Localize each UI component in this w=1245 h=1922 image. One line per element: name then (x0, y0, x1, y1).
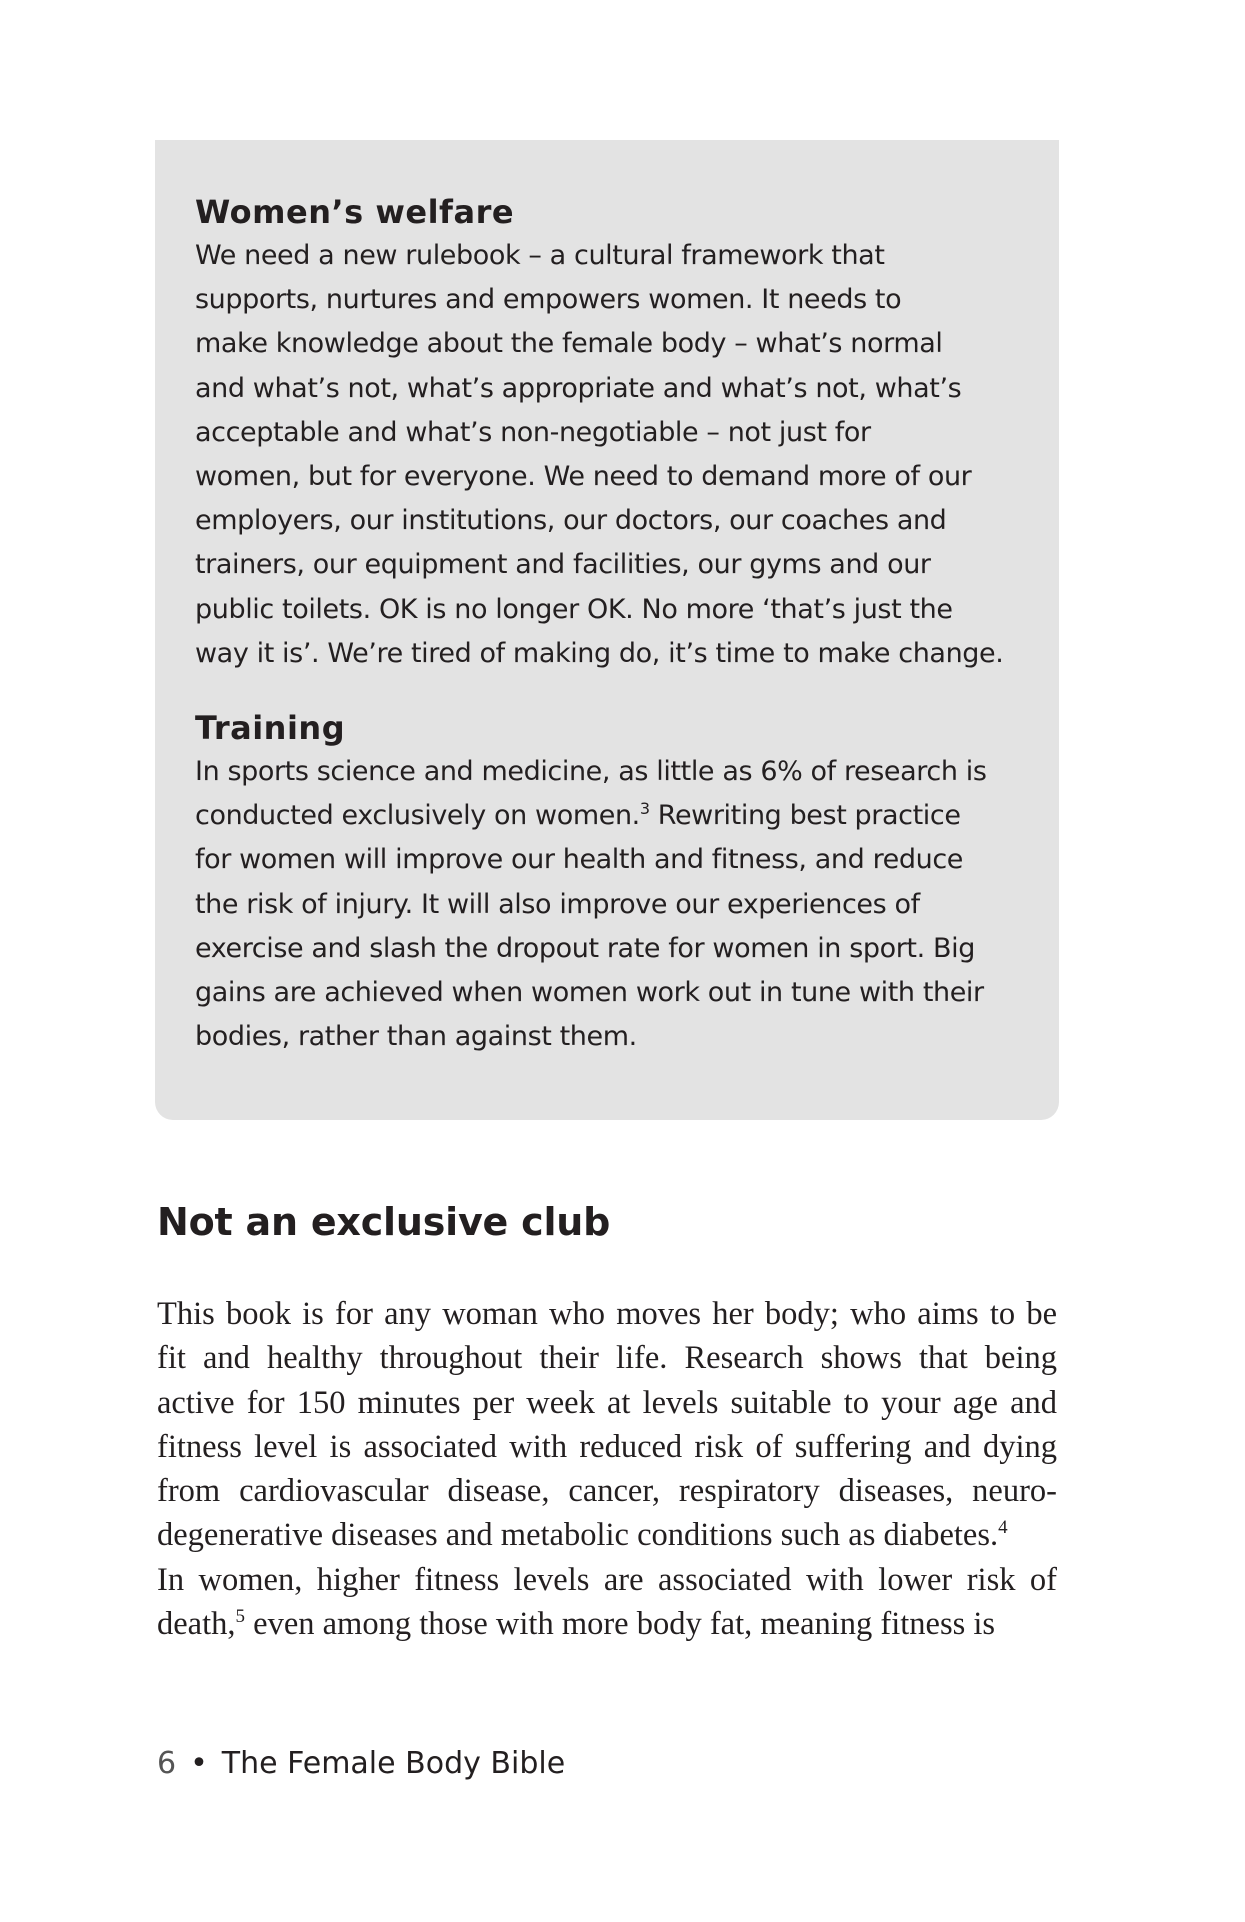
text-line: the risk of injury. It will also improve our experiences of (195, 888, 920, 920)
text-line (157, 1602, 1057, 1646)
text-segment: degenerative diseases and metabolic conditions such as diabetes. (157, 1517, 999, 1554)
page-footer (157, 1744, 565, 1784)
text-line: exercise and slash the dropout rate for women in sport. Big (195, 932, 975, 964)
text-segment: even among those with more body fat, meaning fitness is (245, 1606, 996, 1643)
text-line (195, 794, 1019, 838)
text-line: employers, our institutions, our doctors, our coaches and (195, 505, 947, 537)
bullet-separator: • (190, 1746, 208, 1781)
text-line: for women will improve our health and fitness, and reduce (195, 844, 963, 876)
page-number: 6 (157, 1746, 177, 1781)
text-line: and what’s not, what’s appropriate and what’s not, what’s (195, 372, 962, 404)
text-line: bodies, rather than against them. (195, 1021, 637, 1053)
text-line: supports, nurtures and empowers women. It needs to (195, 284, 902, 316)
text-segment: Rewriting best practice (649, 800, 961, 832)
callout-heading-womens-welfare: Women’s welfare (195, 193, 515, 231)
text-line: acceptable and what’s non-negotiable – not just for (195, 416, 871, 448)
callout-paragraph-womens-welfare (195, 234, 1019, 676)
body-paragraph (157, 1292, 1057, 1646)
book-title: The Female Body Bible (221, 1746, 566, 1781)
footnote-ref-3: 3 (639, 799, 650, 819)
callout-box (155, 140, 1059, 1120)
section-title: Not an exclusive club (157, 1200, 611, 1244)
text-segment: conducted exclusively on women. (195, 800, 640, 832)
text-segment: death, (157, 1606, 236, 1643)
text-line (157, 1513, 1057, 1557)
text-line: trainers, our equipment and facilities, our gyms and our (195, 549, 931, 581)
text-line: fitness level is associated with reduced risk of suffering and dying (157, 1428, 1057, 1465)
callout-heading-training: Training (195, 709, 346, 748)
text-line: In women, higher fitness levels are associated with lower risk of (157, 1561, 1057, 1598)
text-line: fit and healthy throughout their life. Research shows that being (157, 1340, 1057, 1377)
text-line: gains are achieved when women work out in tune with their (195, 977, 984, 1009)
text-line: In sports science and medicine, as little as 6% of research is (195, 756, 987, 788)
footnote-ref-4: 4 (998, 1517, 1008, 1539)
text-line: women, but for everyone. We need to demand more of our (195, 461, 972, 493)
text-line: public toilets. OK is no longer OK. No more ‘that’s just the (195, 593, 953, 625)
footnote-ref-5: 5 (235, 1606, 246, 1628)
text-line: We need a new rulebook – a cultural framework that (195, 240, 885, 271)
text-line: make knowledge about the female body – what’s normal (195, 328, 943, 360)
text-line: way it is’. We’re tired of making do, it’s time to make change. (195, 637, 1004, 669)
text-line: active for 150 minutes per week at levels suitable to your age and (157, 1384, 1057, 1421)
text-line: from cardiovascular disease, cancer, respiratory diseases, neuro- (157, 1473, 1057, 1510)
callout-paragraph-training (195, 750, 1019, 1059)
text-line: This book is for any woman who moves her body; who aims to be (157, 1296, 1057, 1332)
